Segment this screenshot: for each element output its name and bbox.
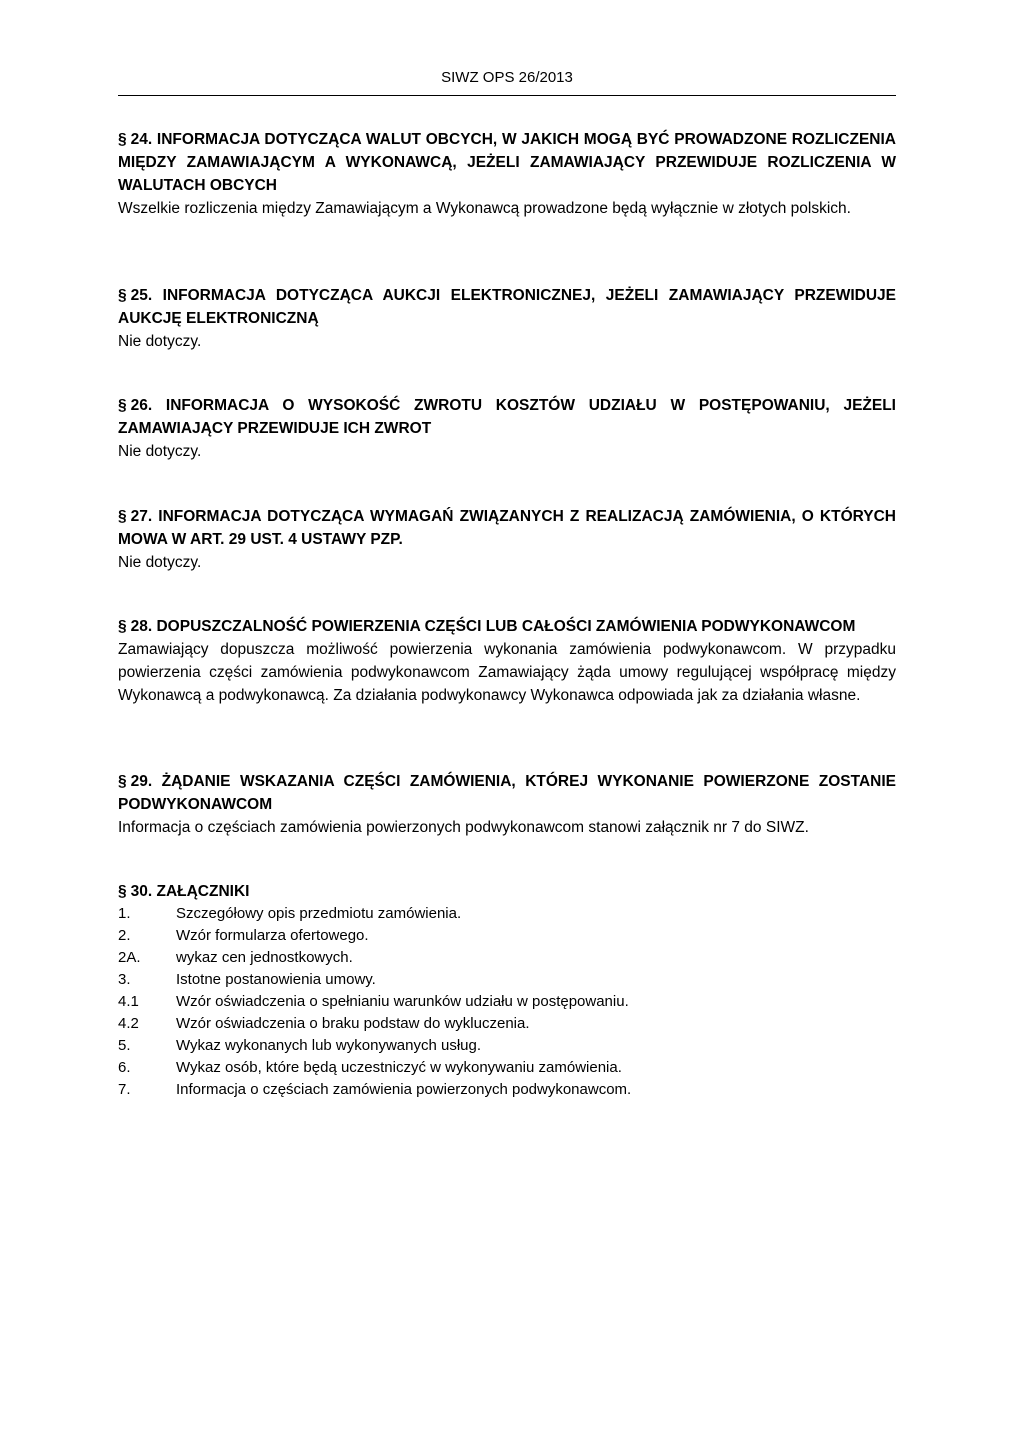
list-item-number: 6. — [118, 1059, 131, 1076]
section-heading — [118, 880, 896, 903]
list-item-number: 2. — [118, 927, 131, 944]
list-item-number: 2A. — [118, 949, 141, 966]
section-body: Nie dotyczy. — [118, 443, 202, 460]
list-item — [118, 925, 896, 947]
list-item — [118, 947, 896, 969]
list-item-text: Wzór oświadczenia o braku podstaw do wykluczenia. — [176, 1015, 530, 1032]
list-item — [118, 991, 896, 1013]
section-title: 29. ŻĄDANIE WSKAZANIA CZĘŚCI ZAMÓWIENIA, KTÓREJ WYKONANIE POWIERZONE ZOSTANIE PODWYKONAWCOM — [118, 773, 896, 813]
section-27 — [118, 505, 896, 574]
section-body: Nie dotyczy. — [118, 554, 202, 571]
section-title: 27. INFORMACJA DOTYCZĄCA WYMAGAŃ ZWIĄZANYCH Z REALIZACJĄ ZAMÓWIENIA, O KTÓRYCH MOWA W ART. 29 UST. 4 USTAWY PZP. — [118, 508, 896, 548]
section-heading — [118, 505, 896, 551]
list-item — [118, 1057, 896, 1079]
section-30 — [118, 880, 896, 1101]
section-sign: § — [118, 287, 127, 304]
section-heading — [118, 128, 896, 197]
list-item-number: 4.1 — [118, 993, 139, 1010]
section-body: Zamawiający dopuszcza możliwość powierzenia wykonania zamówienia podwykonawcom. W przypadku powierzenia części zamówienia podwykonawcom Zamawiający żąda umowy regulującej współpracę między Wykonawcą a podwykonawcą. Za działania podwykonawcy Wykonawca odpowiada jak za działania własne. — [118, 641, 896, 704]
section-sign: § — [118, 131, 127, 148]
section-heading — [118, 284, 896, 330]
section-body: Informacja o częściach zamówienia powierzonych podwykonawcom stanowi załącznik nr 7 do SIWZ. — [118, 819, 809, 836]
section-sign: § — [118, 883, 127, 900]
list-item-number: 4.2 — [118, 1015, 139, 1032]
list-item-text: Istotne postanowienia umowy. — [176, 971, 376, 988]
section-title: 24. INFORMACJA DOTYCZĄCA WALUT OBCYCH, W JAKICH MOGĄ BYĆ PROWADZONE ROZLICZENIA MIĘDZY ZAMAWIAJĄCYM A WYKONAWCĄ, JEŻELI ZAMAWIAJĄCY PRZEWIDUJE ROZLICZENIA W WALUTACH OBCYCH — [118, 131, 896, 194]
section-heading — [118, 770, 896, 816]
list-item — [118, 903, 896, 925]
section-sign: § — [118, 508, 127, 525]
list-item-number: 7. — [118, 1081, 131, 1098]
list-item-text: wykaz cen jednostkowych. — [176, 949, 353, 966]
section-title: 28. DOPUSZCZALNOŚĆ POWIERZENIA CZĘŚCI LUB CAŁOŚCI ZAMÓWIENIA PODWYKONAWCOM — [130, 618, 856, 635]
list-item-text: Wzór formularza ofertowego. — [176, 927, 369, 944]
section-heading — [118, 394, 896, 440]
section-28 — [118, 615, 896, 707]
list-item — [118, 1013, 896, 1035]
list-item-text: Wykaz osób, które będą uczestniczyć w wykonywaniu zamówienia. — [176, 1059, 622, 1076]
section-24 — [118, 128, 896, 220]
section-title: 25. INFORMACJA DOTYCZĄCA AUKCJI ELEKTRONICZNEJ, JEŻELI ZAMAWIAJĄCY PRZEWIDUJE AUKCJĘ ELEKTRONICZNĄ — [118, 287, 896, 327]
list-item — [118, 1079, 896, 1101]
list-item-text: Informacja o częściach zamówienia powierzonych podwykonawcom. — [176, 1081, 632, 1098]
list-item-text: Wykaz wykonanych lub wykonywanych usług. — [176, 1037, 482, 1054]
attachments-list — [118, 903, 896, 1101]
section-heading — [118, 615, 896, 638]
section-sign: § — [118, 773, 127, 790]
section-26 — [118, 394, 896, 463]
list-item-number: 1. — [118, 905, 131, 922]
document-header: SIWZ OPS 26/2013 — [118, 68, 896, 96]
document-page — [118, 68, 896, 1098]
section-body: Wszelkie rozliczenia między Zamawiającym a Wykonawcą prowadzone będą wyłącznie w złotych polskich. — [118, 200, 851, 217]
section-25 — [118, 284, 896, 353]
section-title: 30. ZAŁĄCZNIKI — [130, 883, 250, 900]
list-item — [118, 1035, 896, 1057]
list-item-number: 5. — [118, 1037, 131, 1054]
list-item-text: Wzór oświadczenia o spełnianiu warunków udziału w postępowaniu. — [176, 993, 629, 1010]
section-title: 26. INFORMACJA O WYSOKOŚĆ ZWROTU KOSZTÓW UDZIAŁU W POSTĘPOWANIU, JEŻELI ZAMAWIAJĄCY PRZEWIDUJE ICH ZWROT — [118, 397, 896, 437]
list-item-number: 3. — [118, 971, 131, 988]
list-item — [118, 969, 896, 991]
section-sign: § — [118, 397, 127, 414]
list-item-text: Szczegółowy opis przedmiotu zamówienia. — [176, 905, 462, 922]
section-29 — [118, 770, 896, 839]
section-body: Nie dotyczy. — [118, 333, 202, 350]
section-sign: § — [118, 618, 127, 635]
